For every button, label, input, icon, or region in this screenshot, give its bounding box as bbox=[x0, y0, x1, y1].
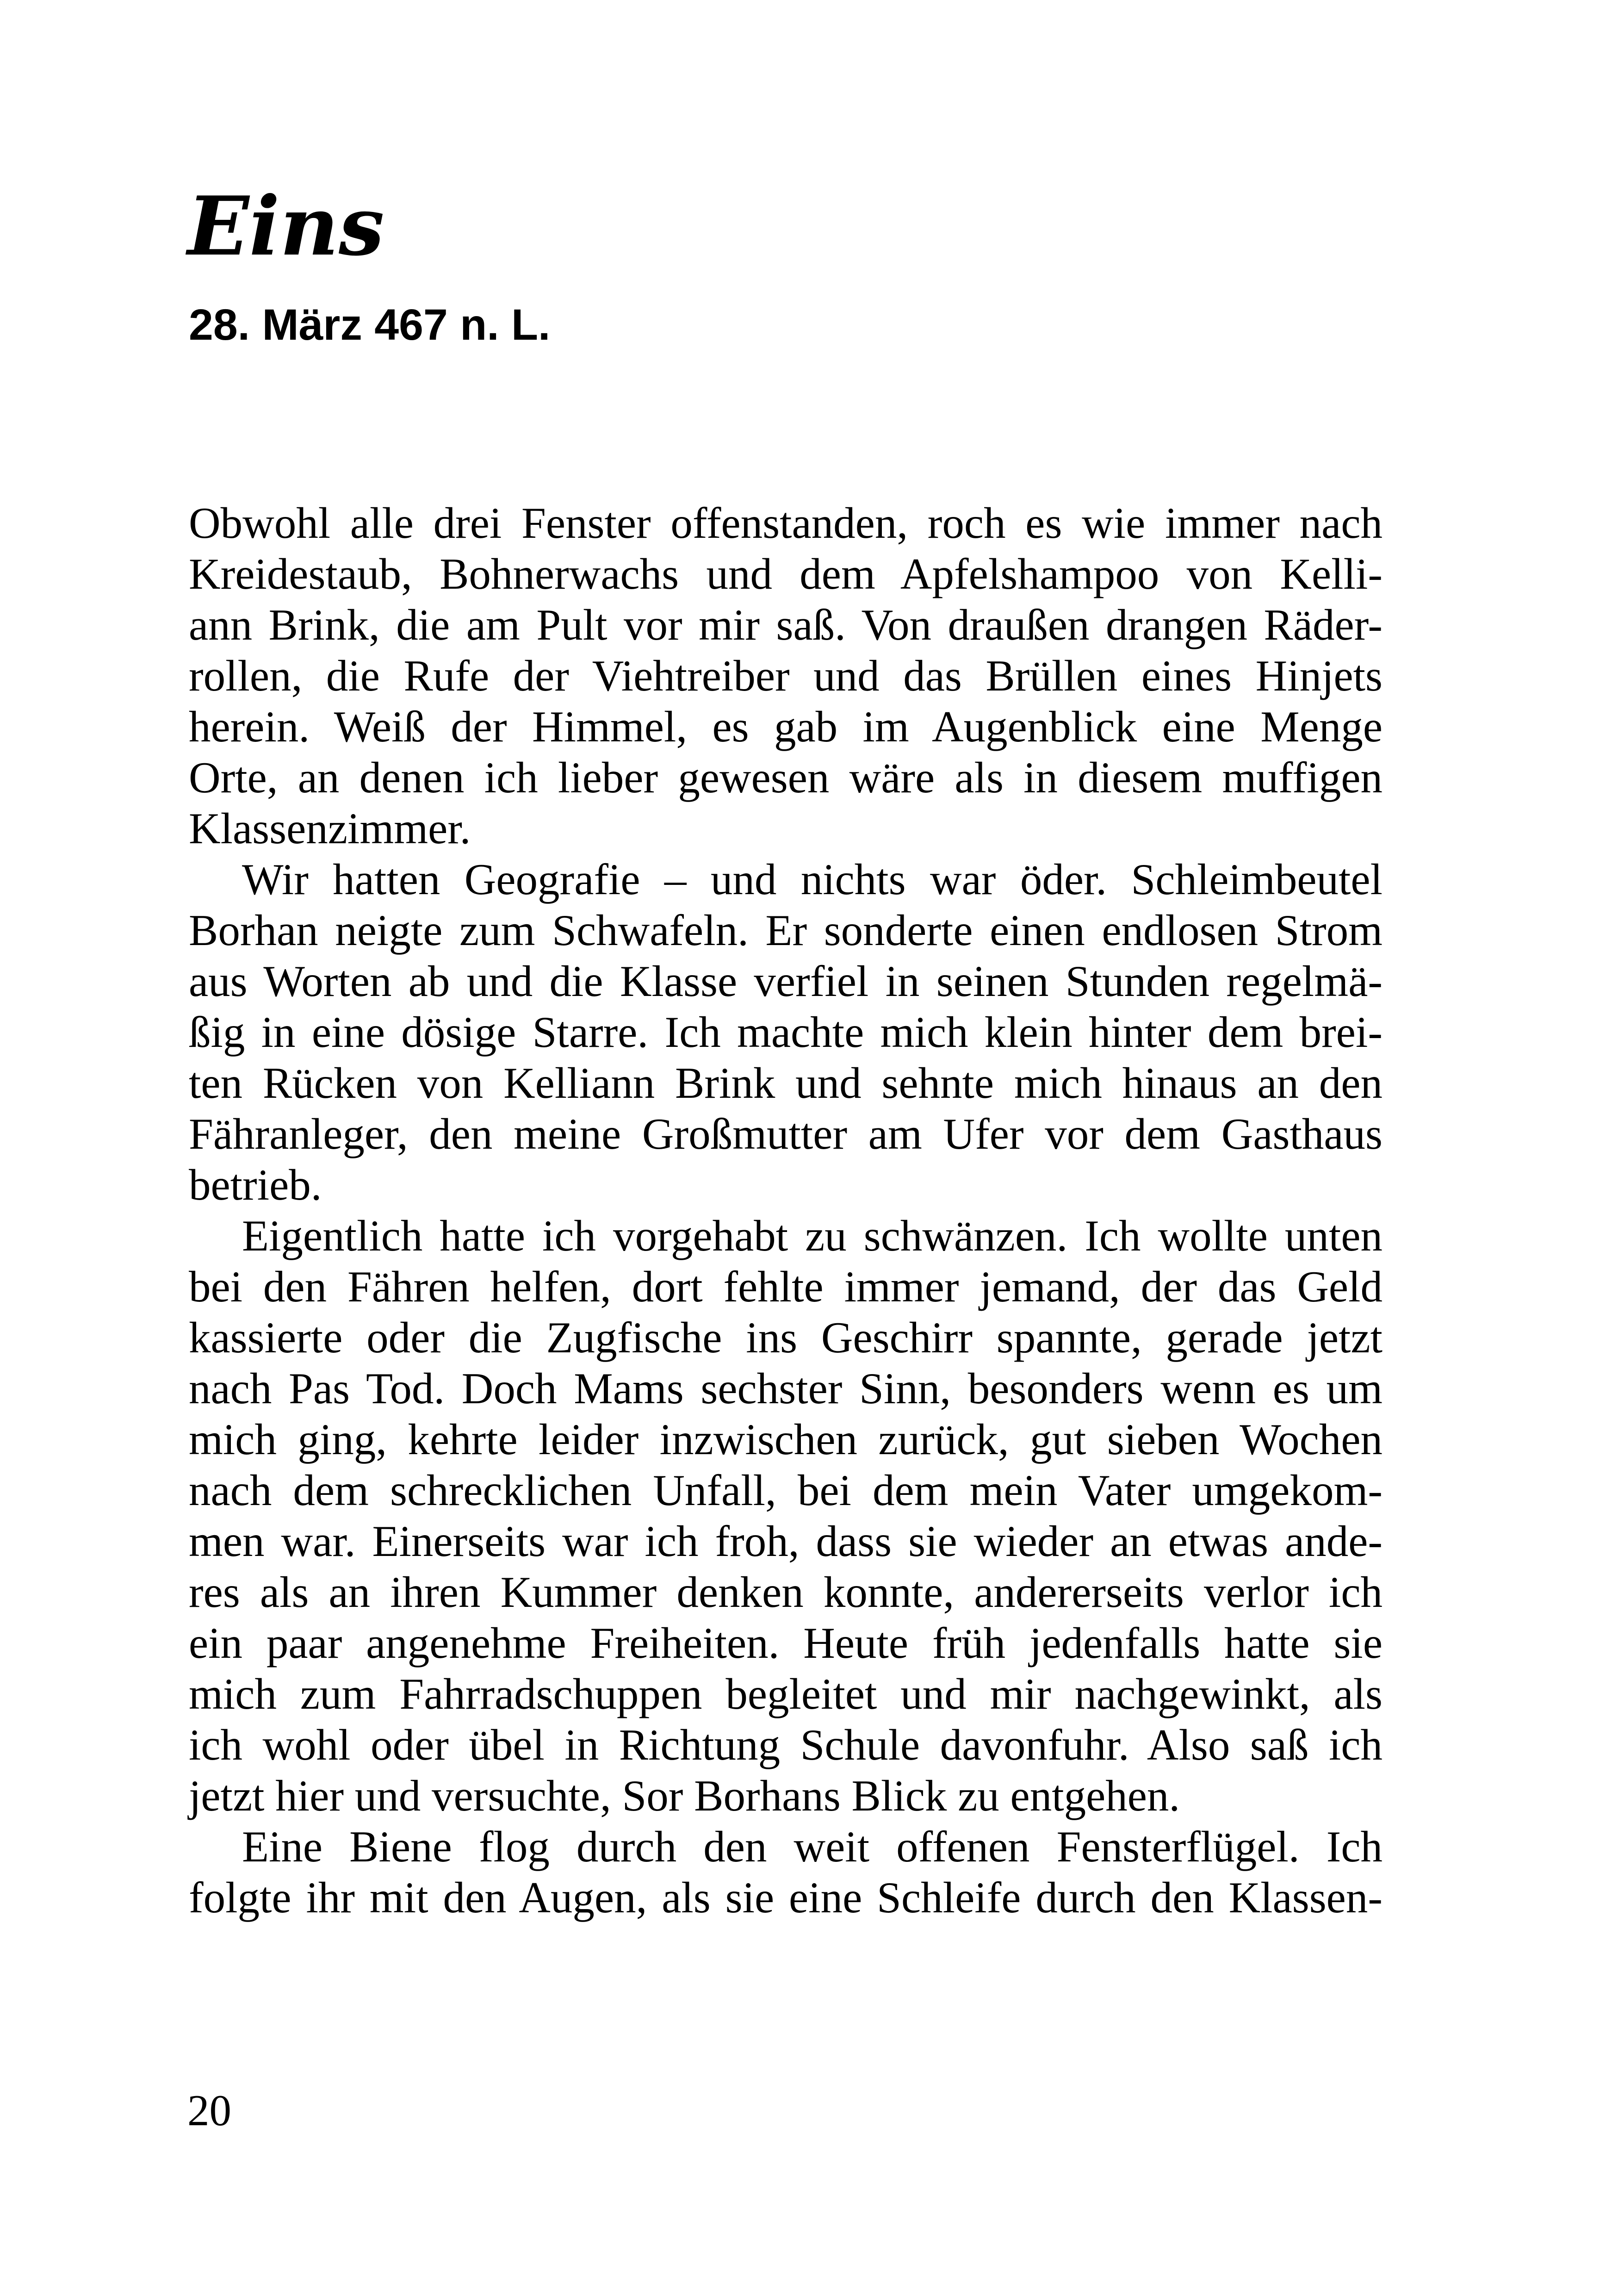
text-line: Kreidestaub, Bohnerwachs und dem Apfelshampoo von Kelli- bbox=[189, 549, 1382, 598]
text-line: kassierte oder die Zugfische ins Geschirr spannte, gerade jetzt bbox=[189, 1313, 1382, 1362]
text-line: rollen, die Rufe der Viehtreiber und das Brüllen eines Hinjets bbox=[189, 651, 1382, 700]
text-line: ein paar angenehme Freiheiten. Heute früh jedenfalls hatte sie bbox=[189, 1618, 1382, 1668]
text-line: ten Rücken von Kelliann Brink und sehnte mich hinaus an den bbox=[189, 1058, 1382, 1108]
text-line: Eine Biene flog durch den weit offenen Fensterflügel. Ich bbox=[242, 1822, 1382, 1871]
paragraph bbox=[189, 1210, 1382, 1821]
text-line: Fähranleger, den meine Großmutter am Ufer vor dem Gasthaus bbox=[189, 1109, 1382, 1158]
page-number: 20 bbox=[187, 2086, 231, 2135]
text-line: Wir hatten Geografie – und nichts war öder. Schleimbeutel bbox=[242, 855, 1382, 904]
paragraph bbox=[189, 854, 1382, 1210]
text-line: folgte ihr mit den Augen, als sie eine Schleife durch den Klassen- bbox=[189, 1873, 1382, 1922]
chapter-date: 28. März 467 n. L. bbox=[189, 300, 551, 349]
text-line: ßig in eine dösige Starre. Ich machte mich klein hinter dem brei- bbox=[189, 1008, 1382, 1057]
text-line: ann Brink, die am Pult vor mir saß. Von draußen drangen Räder- bbox=[189, 600, 1382, 649]
text-line: nach Pas Tod. Doch Mams sechster Sinn, besonders wenn es um bbox=[189, 1364, 1382, 1413]
chapter-title: Eins bbox=[187, 179, 384, 274]
text-line: ich wohl oder übel in Richtung Schule davonfuhr. Also saß ich bbox=[189, 1720, 1382, 1769]
text-line: bei den Fähren helfen, dort fehlte immer jemand, der das Geld bbox=[189, 1262, 1382, 1311]
text-line: mich ging, kehrte leider inzwischen zurück, gut sieben Wochen bbox=[189, 1415, 1382, 1464]
text-line: Eigentlich hatte ich vorgehabt zu schwänzen. Ich wollte unten bbox=[242, 1211, 1382, 1260]
text-line: nach dem schrecklichen Unfall, bei dem mein Vater umgekom- bbox=[189, 1466, 1382, 1515]
paragraph bbox=[189, 1821, 1382, 1923]
paragraph bbox=[189, 498, 1382, 854]
text-line: Orte, an denen ich lieber gewesen wäre als in diesem muffigen bbox=[189, 753, 1382, 802]
text-line: Klassenzimmer. bbox=[189, 804, 471, 853]
text-line: res als an ihren Kummer denken konnte, andererseits verlor ich bbox=[189, 1568, 1382, 1617]
text-line: jetzt hier und versuchte, Sor Borhans Blick zu entgehen. bbox=[189, 1771, 1180, 1820]
text-line: mich zum Fahrradschuppen begleitet und mir nachgewinkt, als bbox=[189, 1669, 1382, 1718]
text-line: herein. Weiß der Himmel, es gab im Augenblick eine Menge bbox=[189, 702, 1382, 751]
body-text bbox=[189, 498, 1382, 1923]
text-line: Borhan neigte zum Schwafeln. Er sonderte einen endlosen Strom bbox=[189, 906, 1382, 955]
text-line: aus Worten ab und die Klasse verfiel in seinen Stunden regelmä- bbox=[189, 957, 1382, 1006]
text-line: men war. Einerseits war ich froh, dass sie wieder an etwas ande- bbox=[189, 1517, 1382, 1566]
text-line: betrieb. bbox=[189, 1160, 322, 1209]
text-line: Obwohl alle drei Fenster offenstanden, roch es wie immer nach bbox=[189, 498, 1382, 548]
